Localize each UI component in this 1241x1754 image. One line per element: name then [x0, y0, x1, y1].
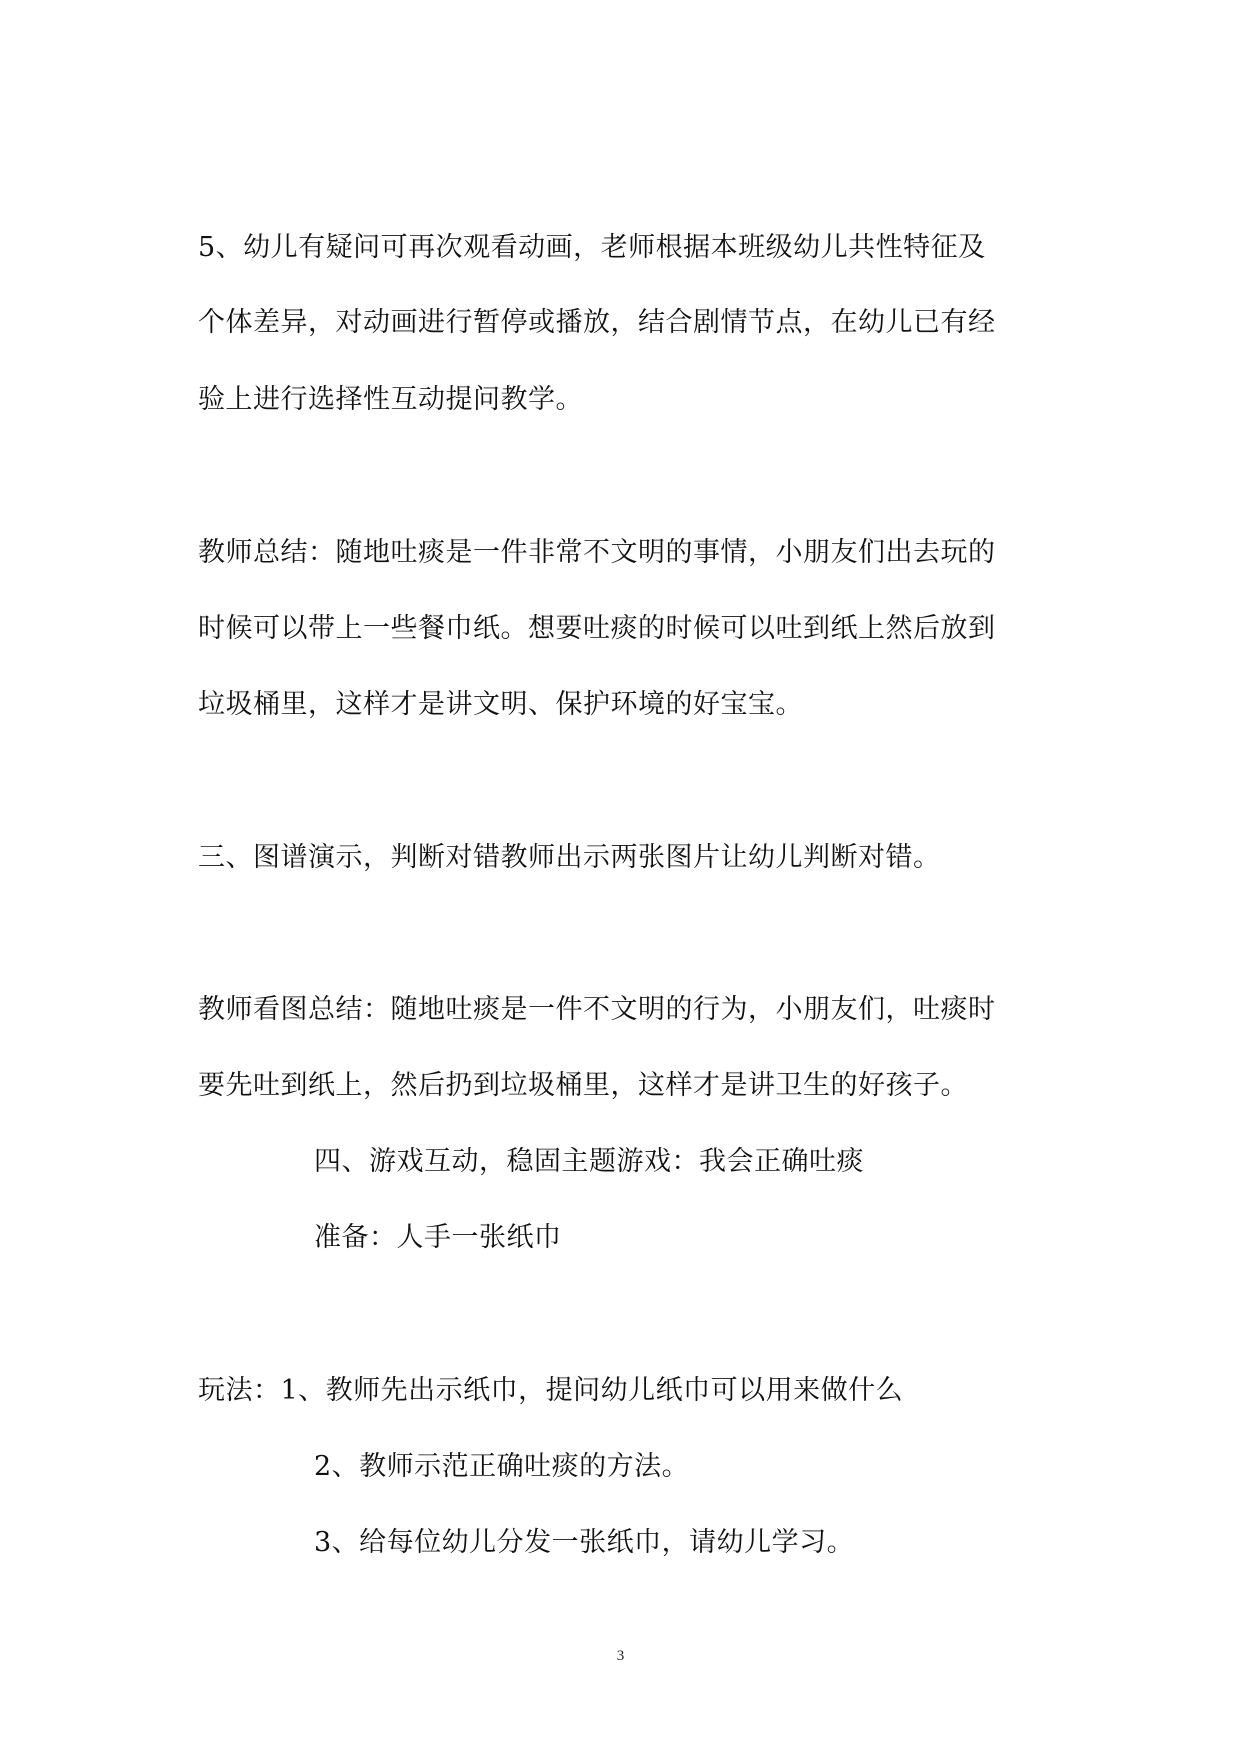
paragraph-line: 教师总结：随地吐痰是一件非常不文明的事情，小朋友们出去玩的 [198, 537, 996, 568]
paragraph-line: 要先吐到纸上，然后扔到垃圾桶里，这样才是讲卫生的好孩子。 [198, 1070, 968, 1101]
paragraph-line: 验上进行选择性互动提问教学。 [198, 384, 583, 415]
section-heading: 四、游戏互动，稳固主题游戏：我会正确吐痰 [314, 1146, 864, 1177]
paragraph-line: 准备：人手一张纸巾 [314, 1222, 562, 1253]
list-item: 2、教师示范正确吐痰的方法。 [314, 1451, 690, 1482]
list-item: 玩法：1、教师先出示纸巾，提问幼儿纸巾可以用来做什么 [198, 1375, 904, 1406]
paragraph-line: 教师看图总结：随地吐痰是一件不文明的行为，小朋友们，吐痰时 [198, 994, 996, 1025]
list-item: 3、给每位幼儿分发一张纸巾，请幼儿学习。 [314, 1527, 855, 1558]
paragraph-line: 5、幼儿有疑问可再次观看动画，老师根据本班级幼儿共性特征及 [198, 232, 986, 263]
page-number: 3 [616, 1648, 625, 1664]
section-heading: 三、图谱演示，判断对错教师出示两张图片让幼儿判断对错。 [198, 842, 941, 873]
paragraph-line: 时候可以带上一些餐巾纸。想要吐痰的时候可以吐到纸上然后放到 [198, 613, 996, 644]
paragraph-line: 垃圾桶里，这样才是讲文明、保护环境的好宝宝。 [198, 689, 803, 720]
paragraph-line: 个体差异，对动画进行暂停或播放，结合剧情节点，在幼儿已有经 [198, 307, 996, 338]
